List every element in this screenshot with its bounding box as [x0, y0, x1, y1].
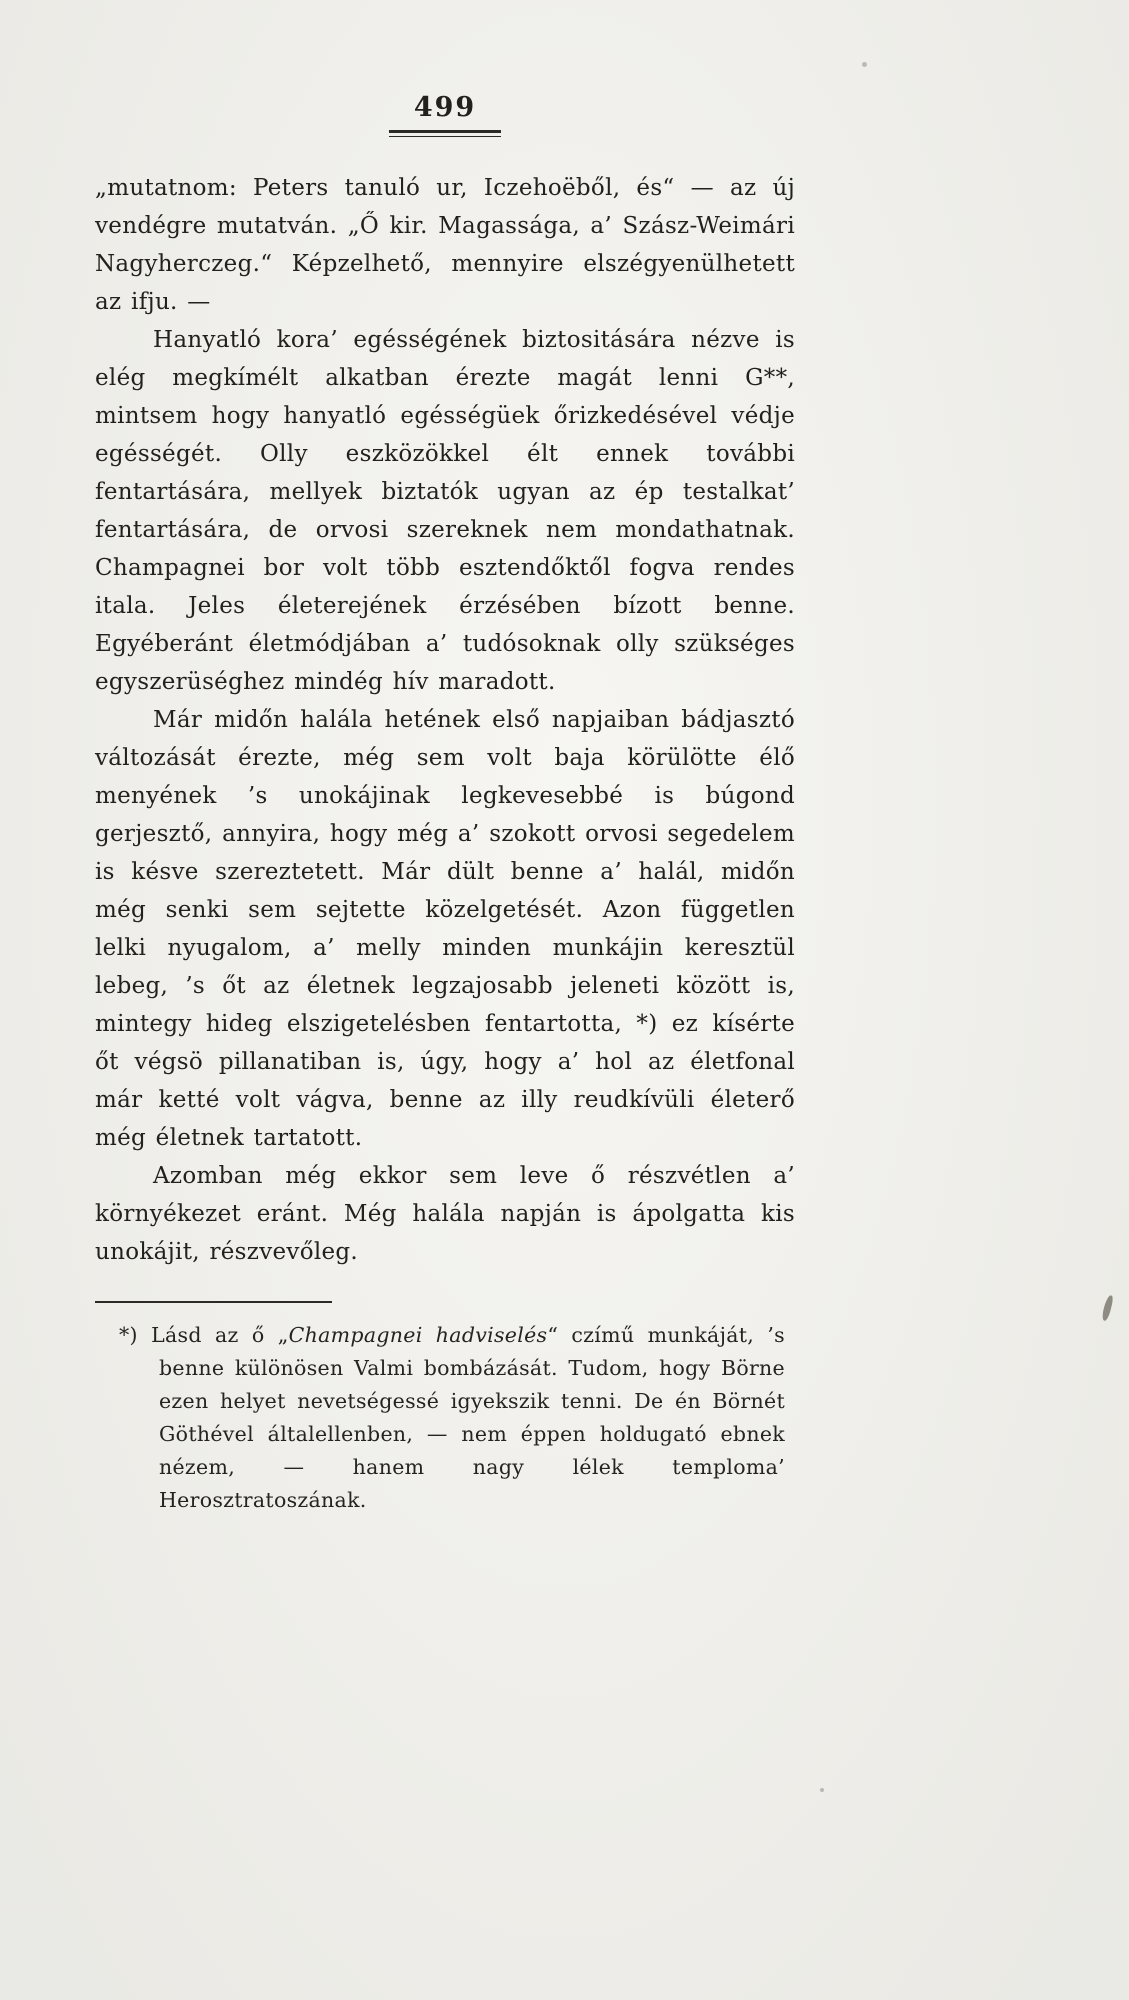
scan-speck	[820, 1788, 824, 1792]
paragraph-1: „mutatnom: Peters tanuló ur, Iczehoëből, és“ — az új vendégre mutatván. „Ő kir. Magassága, a’ Szász-Weimári Nagyherczeg.“ Képzelhető, mennyire elszégyenülhetett az ifju. —	[95, 175, 795, 315]
main-text-block	[95, 169, 795, 1271]
page-number: 499	[413, 92, 477, 123]
paragraph-3: Már midőn halála hetének első napjaiban bádjasztó változását érezte, még sem volt baja körülötte élő menyének ’s unokájinak legkevesebbé is búgond gerjesztő, annyira, hogy még a’ szokott orvosi segedelem is késve szereztetett. Már dült benne a’ halál, midőn még senki sem sejtette közelgetését. Azon független lelki nyugalom, a’ melly minden munkájin keresztül lebeg, ’s őt az életnek legzajosabb jeleneti között is, mintegy hideg elszigetelésben fentartotta, *) ez kísérte őt végsö pillanatiban is, úgy, hogy a’ hol az életfonal már ketté volt vágva, benne az illy reudkívüli életerő még életnek tartatott.	[95, 707, 795, 1151]
footnote-lead: *) Lásd az ő „	[119, 1323, 289, 1347]
scan-speck	[862, 62, 867, 67]
scan-ink-artifact	[1101, 1295, 1114, 1322]
page-content	[95, 92, 795, 1517]
footnote	[95, 1319, 785, 1517]
footnote-separator-rule	[95, 1301, 332, 1303]
page-number-rule	[389, 130, 501, 137]
paragraph-4: Azomban még ekkor sem leve ő részvétlen a’ környékezet eránt. Még halála napján is ápolgatta kis unokájit, részvevőleg.	[95, 1163, 795, 1265]
paragraph-2: Hanyatló kora’ egésségének biztositására nézve is elég megkímélt alkatban érezte magát lenni G**, mintsem hogy hanyatló egésségüek őrizkedésével védje egésségét. Olly eszközökkel élt ennek további fentartására, mellyek biztatók ugyan az ép testalkat’ fentartására, de orvosi szereknek nem mondathatnak. Champagnei bor volt több esztendőktől fogva rendes itala. Jeles életerejének érzésében bízott benne. Egyéberánt életmódjában a’ tudósoknak olly szükséges egyszerüséghez mindég hív maradott.	[95, 327, 795, 695]
footnote-rest: “ czímű munkáját, ’s benne különösen Valmi bombázását. Tudom, hogy Börne ezen helyet nevetségessé igyekszik tenni. De én Börnét Göthével általellenben, — nem éppen holdugató ebnek nézem, — hanem nagy lélek temploma’ Herosztratoszának.	[159, 1323, 785, 1512]
footnote-work-title: Champagnei hadviselés	[288, 1323, 548, 1347]
